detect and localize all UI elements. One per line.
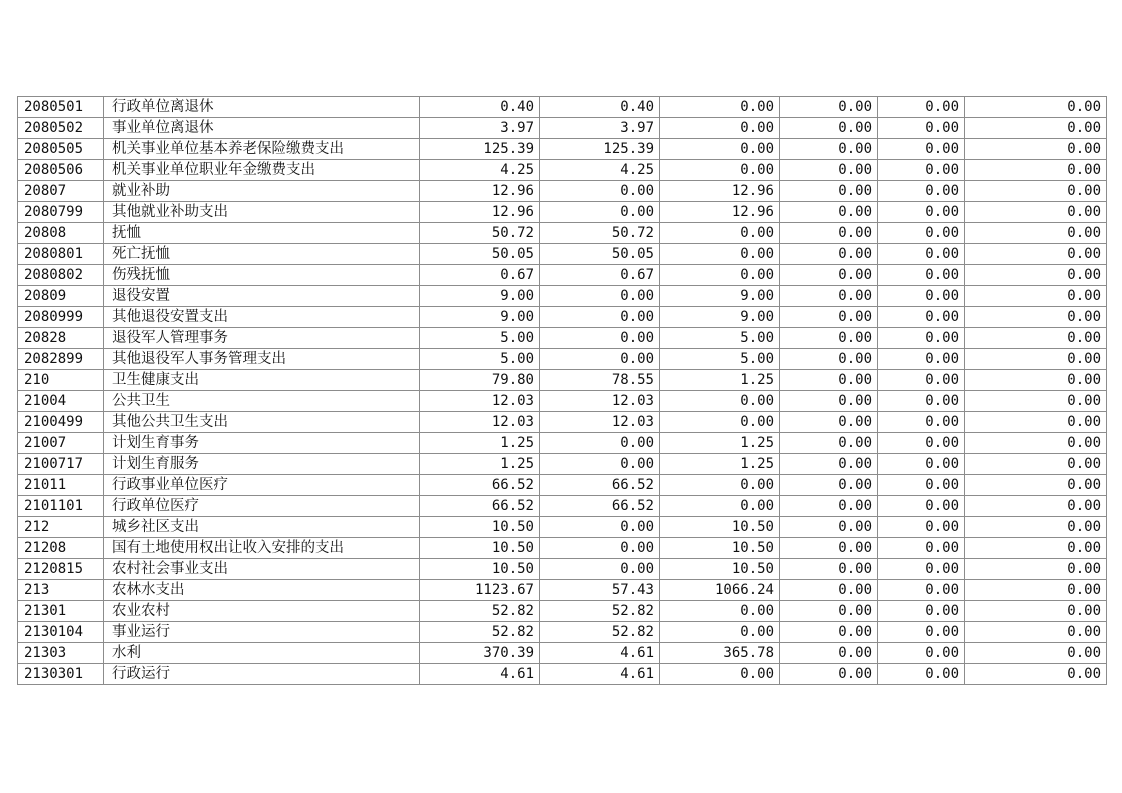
- value-col-2-cell: 12.03: [540, 412, 660, 433]
- table-row: [18, 517, 1107, 538]
- value-col-1-cell: 52.82: [420, 601, 540, 622]
- value-col-2-cell: 0.00: [540, 181, 660, 202]
- subject-name-cell: 抚恤: [104, 223, 420, 244]
- subject-code-cell: 210: [18, 370, 104, 391]
- value-col-3-cell: 5.00: [660, 349, 780, 370]
- value-col-2-cell: 0.00: [540, 202, 660, 223]
- value-col-2-cell: 4.61: [540, 643, 660, 664]
- value-col-4-cell: 0.00: [780, 391, 878, 412]
- value-col-2-cell: 66.52: [540, 475, 660, 496]
- value-col-5-cell: 0.00: [878, 97, 965, 118]
- subject-name-cell: 其他退役安置支出: [104, 307, 420, 328]
- value-col-2-cell: 0.00: [540, 454, 660, 475]
- subject-code-cell: 2080799: [18, 202, 104, 223]
- value-col-2-cell: 50.05: [540, 244, 660, 265]
- value-col-6-cell: 0.00: [965, 664, 1107, 685]
- subject-name-cell: 事业单位离退休: [104, 118, 420, 139]
- subject-code-cell: 20807: [18, 181, 104, 202]
- value-col-1-cell: 10.50: [420, 559, 540, 580]
- table-row: [18, 181, 1107, 202]
- table-row: [18, 454, 1107, 475]
- value-col-4-cell: 0.00: [780, 160, 878, 181]
- subject-code-cell: 2080999: [18, 307, 104, 328]
- value-col-4-cell: 0.00: [780, 559, 878, 580]
- value-col-4-cell: 0.00: [780, 223, 878, 244]
- value-col-5-cell: 0.00: [878, 559, 965, 580]
- value-col-6-cell: 0.00: [965, 370, 1107, 391]
- value-col-3-cell: 5.00: [660, 328, 780, 349]
- value-col-2-cell: 0.00: [540, 433, 660, 454]
- value-col-6-cell: 0.00: [965, 454, 1107, 475]
- value-col-1-cell: 3.97: [420, 118, 540, 139]
- subject-code-cell: 20808: [18, 223, 104, 244]
- table-row: [18, 244, 1107, 265]
- value-col-1-cell: 50.05: [420, 244, 540, 265]
- value-col-6-cell: 0.00: [965, 496, 1107, 517]
- value-col-5-cell: 0.00: [878, 202, 965, 223]
- value-col-3-cell: 1.25: [660, 454, 780, 475]
- value-col-1-cell: 10.50: [420, 538, 540, 559]
- subject-name-cell: 退役安置: [104, 286, 420, 307]
- value-col-1-cell: 1.25: [420, 433, 540, 454]
- subject-code-cell: 20828: [18, 328, 104, 349]
- value-col-3-cell: 1.25: [660, 370, 780, 391]
- value-col-4-cell: 0.00: [780, 265, 878, 286]
- value-col-6-cell: 0.00: [965, 580, 1107, 601]
- value-col-4-cell: 0.00: [780, 622, 878, 643]
- table-row: [18, 286, 1107, 307]
- subject-name-cell: 农村社会事业支出: [104, 559, 420, 580]
- budget-table: [17, 96, 1107, 685]
- value-col-6-cell: 0.00: [965, 475, 1107, 496]
- value-col-4-cell: 0.00: [780, 433, 878, 454]
- table-row: [18, 475, 1107, 496]
- value-col-5-cell: 0.00: [878, 328, 965, 349]
- value-col-4-cell: 0.00: [780, 202, 878, 223]
- subject-code-cell: 2100717: [18, 454, 104, 475]
- value-col-3-cell: 1.25: [660, 433, 780, 454]
- table-row: [18, 601, 1107, 622]
- value-col-1-cell: 0.40: [420, 97, 540, 118]
- value-col-2-cell: 78.55: [540, 370, 660, 391]
- value-col-2-cell: 0.00: [540, 328, 660, 349]
- table-row: [18, 223, 1107, 244]
- value-col-4-cell: 0.00: [780, 538, 878, 559]
- subject-name-cell: 其他退役军人事务管理支出: [104, 349, 420, 370]
- value-col-1-cell: 9.00: [420, 286, 540, 307]
- value-col-4-cell: 0.00: [780, 496, 878, 517]
- subject-code-cell: 2080502: [18, 118, 104, 139]
- table-row: [18, 265, 1107, 286]
- value-col-5-cell: 0.00: [878, 286, 965, 307]
- value-col-1-cell: 0.67: [420, 265, 540, 286]
- value-col-3-cell: 0.00: [660, 391, 780, 412]
- value-col-6-cell: 0.00: [965, 223, 1107, 244]
- value-col-2-cell: 12.03: [540, 391, 660, 412]
- value-col-2-cell: 0.00: [540, 517, 660, 538]
- value-col-4-cell: 0.00: [780, 412, 878, 433]
- subject-code-cell: 21004: [18, 391, 104, 412]
- value-col-6-cell: 0.00: [965, 97, 1107, 118]
- value-col-6-cell: 0.00: [965, 160, 1107, 181]
- value-col-1-cell: 79.80: [420, 370, 540, 391]
- value-col-4-cell: 0.00: [780, 580, 878, 601]
- value-col-5-cell: 0.00: [878, 118, 965, 139]
- value-col-6-cell: 0.00: [965, 328, 1107, 349]
- value-col-6-cell: 0.00: [965, 265, 1107, 286]
- subject-code-cell: 2120815: [18, 559, 104, 580]
- value-col-3-cell: 0.00: [660, 223, 780, 244]
- subject-name-cell: 行政单位医疗: [104, 496, 420, 517]
- subject-name-cell: 退役军人管理事务: [104, 328, 420, 349]
- value-col-5-cell: 0.00: [878, 643, 965, 664]
- subject-name-cell: 计划生育服务: [104, 454, 420, 475]
- value-col-5-cell: 0.00: [878, 307, 965, 328]
- value-col-1-cell: 52.82: [420, 622, 540, 643]
- value-col-6-cell: 0.00: [965, 622, 1107, 643]
- value-col-5-cell: 0.00: [878, 244, 965, 265]
- value-col-2-cell: 4.25: [540, 160, 660, 181]
- subject-code-cell: 2080505: [18, 139, 104, 160]
- value-col-3-cell: 10.50: [660, 559, 780, 580]
- subject-name-cell: 农业农村: [104, 601, 420, 622]
- table-row: [18, 202, 1107, 223]
- subject-name-cell: 国有土地使用权出让收入安排的支出: [104, 538, 420, 559]
- table-row: [18, 496, 1107, 517]
- table-row: [18, 370, 1107, 391]
- value-col-4-cell: 0.00: [780, 601, 878, 622]
- value-col-4-cell: 0.00: [780, 475, 878, 496]
- value-col-1-cell: 12.03: [420, 412, 540, 433]
- value-col-4-cell: 0.00: [780, 370, 878, 391]
- subject-code-cell: 21007: [18, 433, 104, 454]
- value-col-1-cell: 5.00: [420, 328, 540, 349]
- value-col-2-cell: 57.43: [540, 580, 660, 601]
- value-col-1-cell: 1.25: [420, 454, 540, 475]
- subject-code-cell: 2130301: [18, 664, 104, 685]
- table-row: [18, 580, 1107, 601]
- subject-name-cell: 城乡社区支出: [104, 517, 420, 538]
- value-col-6-cell: 0.00: [965, 118, 1107, 139]
- subject-name-cell: 行政事业单位医疗: [104, 475, 420, 496]
- table-row: [18, 118, 1107, 139]
- value-col-2-cell: 3.97: [540, 118, 660, 139]
- value-col-3-cell: 0.00: [660, 265, 780, 286]
- value-col-4-cell: 0.00: [780, 118, 878, 139]
- value-col-4-cell: 0.00: [780, 181, 878, 202]
- value-col-1-cell: 12.96: [420, 202, 540, 223]
- subject-name-cell: 就业补助: [104, 181, 420, 202]
- value-col-3-cell: 0.00: [660, 664, 780, 685]
- value-col-3-cell: 0.00: [660, 244, 780, 265]
- value-col-1-cell: 66.52: [420, 475, 540, 496]
- table-row: [18, 349, 1107, 370]
- table-row: [18, 328, 1107, 349]
- value-col-3-cell: 12.96: [660, 202, 780, 223]
- value-col-3-cell: 365.78: [660, 643, 780, 664]
- table-row: [18, 433, 1107, 454]
- subject-name-cell: 其他就业补助支出: [104, 202, 420, 223]
- value-col-5-cell: 0.00: [878, 160, 965, 181]
- value-col-6-cell: 0.00: [965, 391, 1107, 412]
- value-col-5-cell: 0.00: [878, 181, 965, 202]
- subject-name-cell: 计划生育事务: [104, 433, 420, 454]
- subject-code-cell: 2101101: [18, 496, 104, 517]
- value-col-2-cell: 0.67: [540, 265, 660, 286]
- subject-code-cell: 21303: [18, 643, 104, 664]
- value-col-4-cell: 0.00: [780, 664, 878, 685]
- value-col-5-cell: 0.00: [878, 496, 965, 517]
- value-col-3-cell: 10.50: [660, 538, 780, 559]
- value-col-5-cell: 0.00: [878, 580, 965, 601]
- value-col-1-cell: 66.52: [420, 496, 540, 517]
- value-col-2-cell: 0.00: [540, 286, 660, 307]
- value-col-3-cell: 0.00: [660, 601, 780, 622]
- subject-code-cell: 213: [18, 580, 104, 601]
- value-col-3-cell: 0.00: [660, 622, 780, 643]
- value-col-1-cell: 50.72: [420, 223, 540, 244]
- table-row: [18, 643, 1107, 664]
- value-col-5-cell: 0.00: [878, 538, 965, 559]
- value-col-2-cell: 52.82: [540, 622, 660, 643]
- value-col-6-cell: 0.00: [965, 202, 1107, 223]
- value-col-3-cell: 0.00: [660, 139, 780, 160]
- value-col-5-cell: 0.00: [878, 475, 965, 496]
- subject-code-cell: 2082899: [18, 349, 104, 370]
- subject-name-cell: 行政运行: [104, 664, 420, 685]
- value-col-5-cell: 0.00: [878, 601, 965, 622]
- value-col-2-cell: 0.40: [540, 97, 660, 118]
- value-col-5-cell: 0.00: [878, 139, 965, 160]
- value-col-3-cell: 9.00: [660, 307, 780, 328]
- value-col-3-cell: 0.00: [660, 118, 780, 139]
- table-row: [18, 307, 1107, 328]
- value-col-6-cell: 0.00: [965, 181, 1107, 202]
- value-col-4-cell: 0.00: [780, 349, 878, 370]
- value-col-1-cell: 125.39: [420, 139, 540, 160]
- value-col-2-cell: 52.82: [540, 601, 660, 622]
- value-col-6-cell: 0.00: [965, 139, 1107, 160]
- subject-name-cell: 机关事业单位职业年金缴费支出: [104, 160, 420, 181]
- value-col-5-cell: 0.00: [878, 622, 965, 643]
- table-row: [18, 538, 1107, 559]
- value-col-2-cell: 0.00: [540, 307, 660, 328]
- value-col-1-cell: 4.61: [420, 664, 540, 685]
- value-col-5-cell: 0.00: [878, 223, 965, 244]
- value-col-6-cell: 0.00: [965, 307, 1107, 328]
- value-col-5-cell: 0.00: [878, 664, 965, 685]
- table-row: [18, 559, 1107, 580]
- table-row: [18, 412, 1107, 433]
- value-col-6-cell: 0.00: [965, 244, 1107, 265]
- subject-code-cell: 21301: [18, 601, 104, 622]
- subject-name-cell: 农林水支出: [104, 580, 420, 601]
- subject-code-cell: 20809: [18, 286, 104, 307]
- value-col-6-cell: 0.00: [965, 286, 1107, 307]
- value-col-1-cell: 370.39: [420, 643, 540, 664]
- subject-name-cell: 行政单位离退休: [104, 97, 420, 118]
- subject-code-cell: 21208: [18, 538, 104, 559]
- subject-code-cell: 2080501: [18, 97, 104, 118]
- value-col-1-cell: 12.03: [420, 391, 540, 412]
- value-col-1-cell: 12.96: [420, 181, 540, 202]
- subject-code-cell: 2080801: [18, 244, 104, 265]
- value-col-6-cell: 0.00: [965, 643, 1107, 664]
- value-col-5-cell: 0.00: [878, 370, 965, 391]
- value-col-2-cell: 0.00: [540, 538, 660, 559]
- subject-code-cell: 212: [18, 517, 104, 538]
- value-col-4-cell: 0.00: [780, 244, 878, 265]
- value-col-2-cell: 50.72: [540, 223, 660, 244]
- value-col-6-cell: 0.00: [965, 517, 1107, 538]
- value-col-4-cell: 0.00: [780, 286, 878, 307]
- value-col-4-cell: 0.00: [780, 307, 878, 328]
- value-col-3-cell: 1066.24: [660, 580, 780, 601]
- value-col-5-cell: 0.00: [878, 433, 965, 454]
- value-col-1-cell: 9.00: [420, 307, 540, 328]
- value-col-2-cell: 0.00: [540, 349, 660, 370]
- value-col-5-cell: 0.00: [878, 454, 965, 475]
- value-col-6-cell: 0.00: [965, 433, 1107, 454]
- subject-code-cell: 2130104: [18, 622, 104, 643]
- value-col-3-cell: 0.00: [660, 97, 780, 118]
- value-col-4-cell: 0.00: [780, 454, 878, 475]
- value-col-5-cell: 0.00: [878, 517, 965, 538]
- value-col-3-cell: 0.00: [660, 160, 780, 181]
- value-col-3-cell: 12.96: [660, 181, 780, 202]
- value-col-6-cell: 0.00: [965, 412, 1107, 433]
- value-col-1-cell: 5.00: [420, 349, 540, 370]
- table-row: [18, 139, 1107, 160]
- subject-name-cell: 事业运行: [104, 622, 420, 643]
- value-col-3-cell: 0.00: [660, 496, 780, 517]
- value-col-4-cell: 0.00: [780, 97, 878, 118]
- value-col-3-cell: 9.00: [660, 286, 780, 307]
- value-col-4-cell: 0.00: [780, 517, 878, 538]
- value-col-5-cell: 0.00: [878, 349, 965, 370]
- subject-name-cell: 卫生健康支出: [104, 370, 420, 391]
- value-col-6-cell: 0.00: [965, 601, 1107, 622]
- value-col-1-cell: 4.25: [420, 160, 540, 181]
- subject-name-cell: 水利: [104, 643, 420, 664]
- subject-code-cell: 21011: [18, 475, 104, 496]
- value-col-3-cell: 0.00: [660, 475, 780, 496]
- table-row: [18, 97, 1107, 118]
- value-col-2-cell: 4.61: [540, 664, 660, 685]
- value-col-5-cell: 0.00: [878, 265, 965, 286]
- value-col-2-cell: 0.00: [540, 559, 660, 580]
- value-col-1-cell: 10.50: [420, 517, 540, 538]
- value-col-1-cell: 1123.67: [420, 580, 540, 601]
- subject-name-cell: 机关事业单位基本养老保险缴费支出: [104, 139, 420, 160]
- value-col-3-cell: 10.50: [660, 517, 780, 538]
- subject-name-cell: 死亡抚恤: [104, 244, 420, 265]
- value-col-6-cell: 0.00: [965, 538, 1107, 559]
- subject-code-cell: 2100499: [18, 412, 104, 433]
- value-col-6-cell: 0.00: [965, 349, 1107, 370]
- value-col-4-cell: 0.00: [780, 139, 878, 160]
- subject-name-cell: 伤残抚恤: [104, 265, 420, 286]
- table-body: [18, 97, 1107, 685]
- value-col-4-cell: 0.00: [780, 328, 878, 349]
- value-col-3-cell: 0.00: [660, 412, 780, 433]
- value-col-6-cell: 0.00: [965, 559, 1107, 580]
- subject-name-cell: 公共卫生: [104, 391, 420, 412]
- table-row: [18, 160, 1107, 181]
- value-col-2-cell: 125.39: [540, 139, 660, 160]
- table-row: [18, 664, 1107, 685]
- subject-code-cell: 2080506: [18, 160, 104, 181]
- value-col-4-cell: 0.00: [780, 643, 878, 664]
- table-row: [18, 391, 1107, 412]
- subject-code-cell: 2080802: [18, 265, 104, 286]
- value-col-5-cell: 0.00: [878, 412, 965, 433]
- subject-name-cell: 其他公共卫生支出: [104, 412, 420, 433]
- value-col-5-cell: 0.00: [878, 391, 965, 412]
- value-col-2-cell: 66.52: [540, 496, 660, 517]
- table-row: [18, 622, 1107, 643]
